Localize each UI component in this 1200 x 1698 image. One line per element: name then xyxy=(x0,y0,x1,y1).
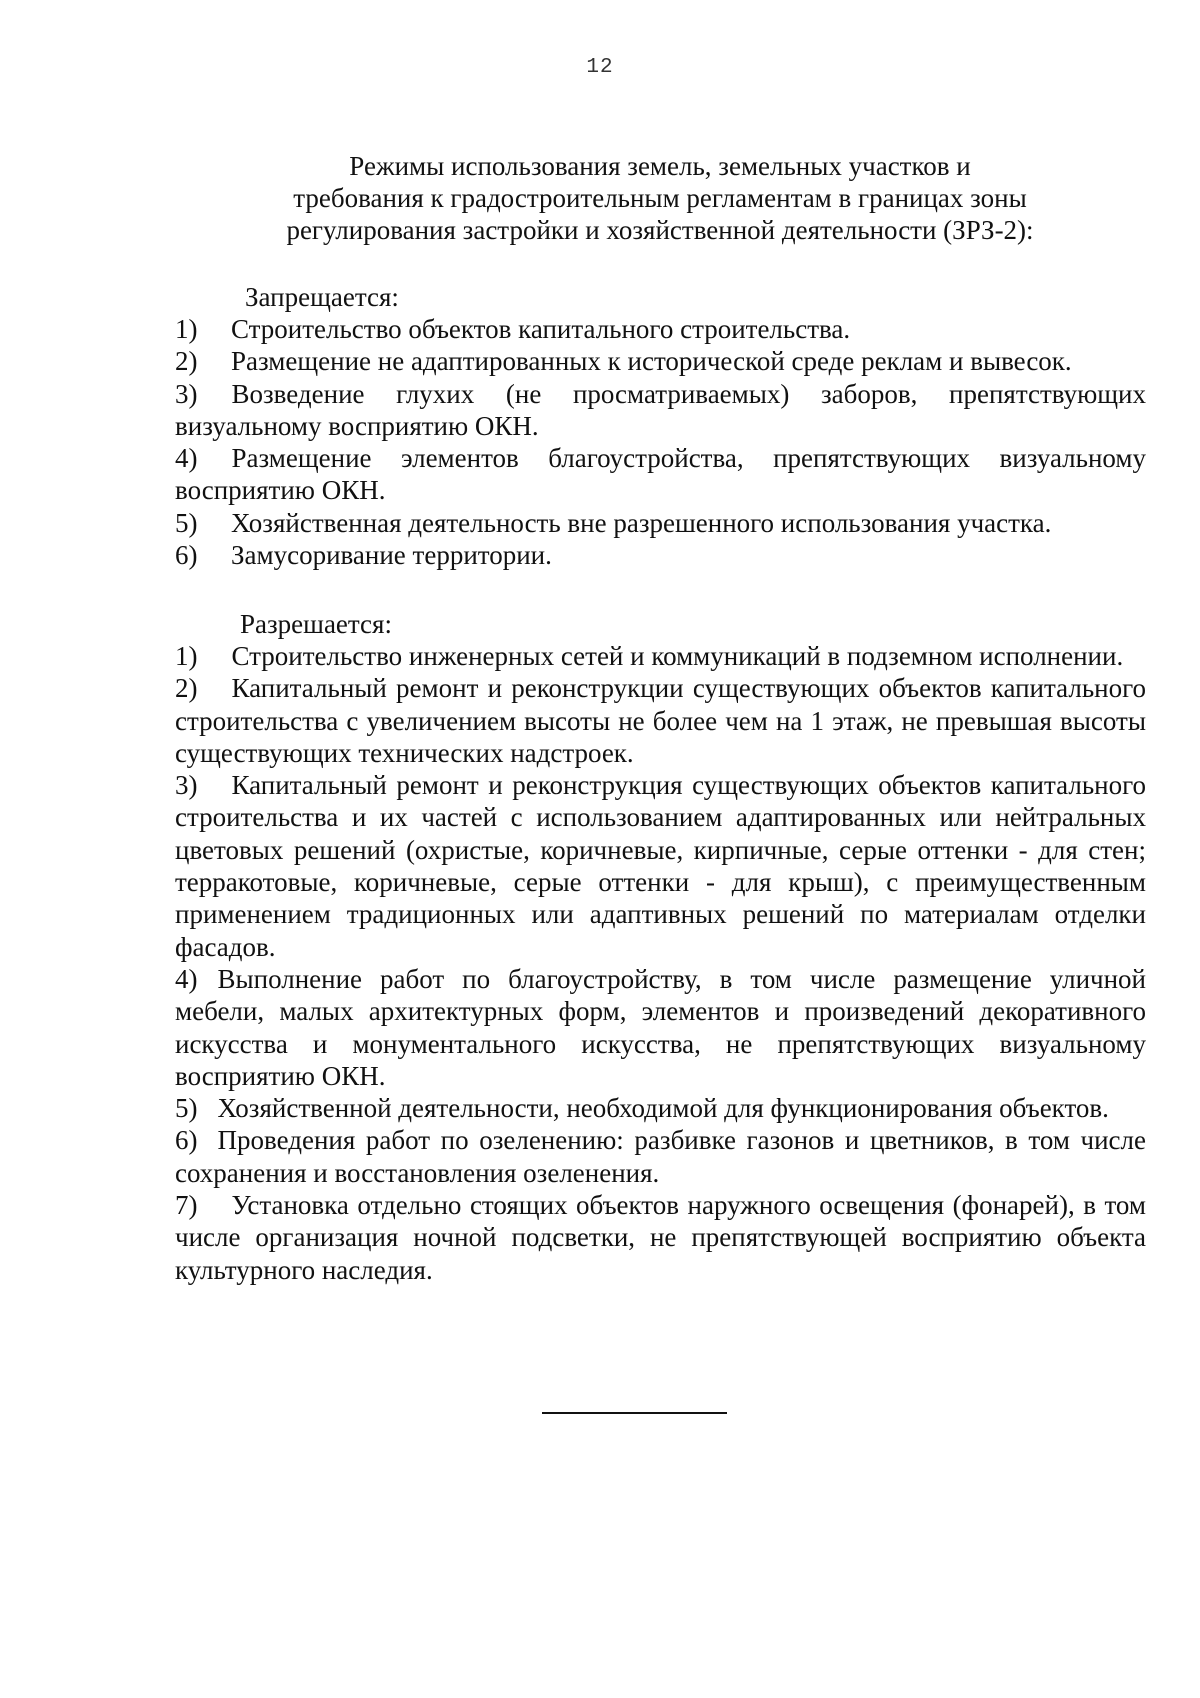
list-item-number: 2) xyxy=(175,346,198,377)
list-item-number: 7) xyxy=(175,1190,198,1221)
list-item-text: Строительство инженерных сетей и коммуникаций в подземном исполнении. xyxy=(231,641,1124,671)
list-item-text: Замусоривание территории. xyxy=(231,540,552,571)
list-item xyxy=(175,1092,1146,1124)
list-item-text: Размещение элементов благоустройства, препятствующих визуальному восприятию ОКН. xyxy=(175,443,1146,506)
list-item-number: 3) xyxy=(175,770,198,801)
list-item-number: 6) xyxy=(175,1125,198,1156)
list-item-text: Возведение глухих (не просматриваемых) заборов, препятствующих визуальному восприятию ОКН. xyxy=(175,378,1146,441)
list-item-text: Выполнение работ по благоустройству, в том числе размещение уличной мебели, малых архитектурных форм, элементов и произведений декоративного искусства и монументального искусства, не препятствующих визуальному восприятию ОКН. xyxy=(175,963,1146,1091)
list-item xyxy=(175,640,1146,672)
list-item xyxy=(175,1189,1146,1286)
list-item xyxy=(175,1124,1146,1189)
list-item xyxy=(175,963,1146,1092)
list-item-number: 6) xyxy=(175,540,198,571)
prohibited-heading: Запрещается: xyxy=(245,282,399,312)
list-item xyxy=(175,539,1146,571)
list-item-text: Строительство объектов капитального строительства. xyxy=(231,314,851,344)
list-item xyxy=(175,507,1146,539)
list-item-text: Хозяйственной деятельности, необходимой для функционирования объектов. xyxy=(217,1093,1109,1124)
list-item-number: 4) xyxy=(175,443,198,474)
list-item xyxy=(175,378,1146,443)
prohibited-list xyxy=(175,313,1146,571)
list-item-number: 1) xyxy=(175,314,198,344)
list-item-number: 5) xyxy=(175,1093,198,1124)
list-item-number: 4) xyxy=(175,963,198,994)
list-item xyxy=(175,672,1146,769)
title-line-2: требования к градостроительным регламентам в границах зоны xyxy=(293,183,1027,213)
list-item-text: Капитальный ремонт и реконструкция существующих объектов капитального строительства и их частей с использованием адаптированных или нейтральных цветовых решений (охристые, коричневые, кирпичные, серые оттенки - для стен; терракотовые, коричневые, серые оттенки - для крыш), с преимущественным применением традиционных или адаптивных решений по материалам отделки фасадов. xyxy=(175,770,1146,962)
list-item-text: Установка отдельно стоящих объектов наружного освещения (фонарей), в том числе организация ночной подсветки, не препятствующей восприятию объекта культурного наследия. xyxy=(175,1190,1146,1285)
document-title xyxy=(170,150,1150,246)
list-item-number: 5) xyxy=(175,507,198,538)
title-line-1: Режимы использования земель, земельных участков и xyxy=(349,151,971,181)
list-item-text: Проведения работ по озеленению: разбивке газонов и цветников, в том числе сохранения и восстановления озеленения. xyxy=(175,1125,1146,1188)
list-item-number: 1) xyxy=(175,641,198,671)
list-item-text: Хозяйственная деятельность вне разрешенного использования участка. xyxy=(231,507,1052,538)
list-item xyxy=(175,442,1146,507)
title-line-3: регулирования застройки и хозяйственной деятельности (ЗРЗ-2): xyxy=(286,215,1034,245)
list-item-text: Капитальный ремонт и реконструкции существующих объектов капитального строительства с увеличением высоты не более чем на 1 этаж, не превышая высоты существующих технических надстроек. xyxy=(175,673,1146,768)
closing-divider xyxy=(542,1412,727,1414)
page-number: 12 xyxy=(586,56,614,79)
list-item xyxy=(175,769,1146,963)
list-item-number: 3) xyxy=(175,378,198,409)
list-item xyxy=(175,313,1146,345)
list-item xyxy=(175,345,1146,377)
allowed-list xyxy=(175,640,1146,1286)
list-item-number: 2) xyxy=(175,673,198,704)
list-item-text: Размещение не адаптированных к исторической среде реклам и вывесок. xyxy=(231,346,1072,377)
allowed-heading: Разрешается: xyxy=(240,609,392,639)
